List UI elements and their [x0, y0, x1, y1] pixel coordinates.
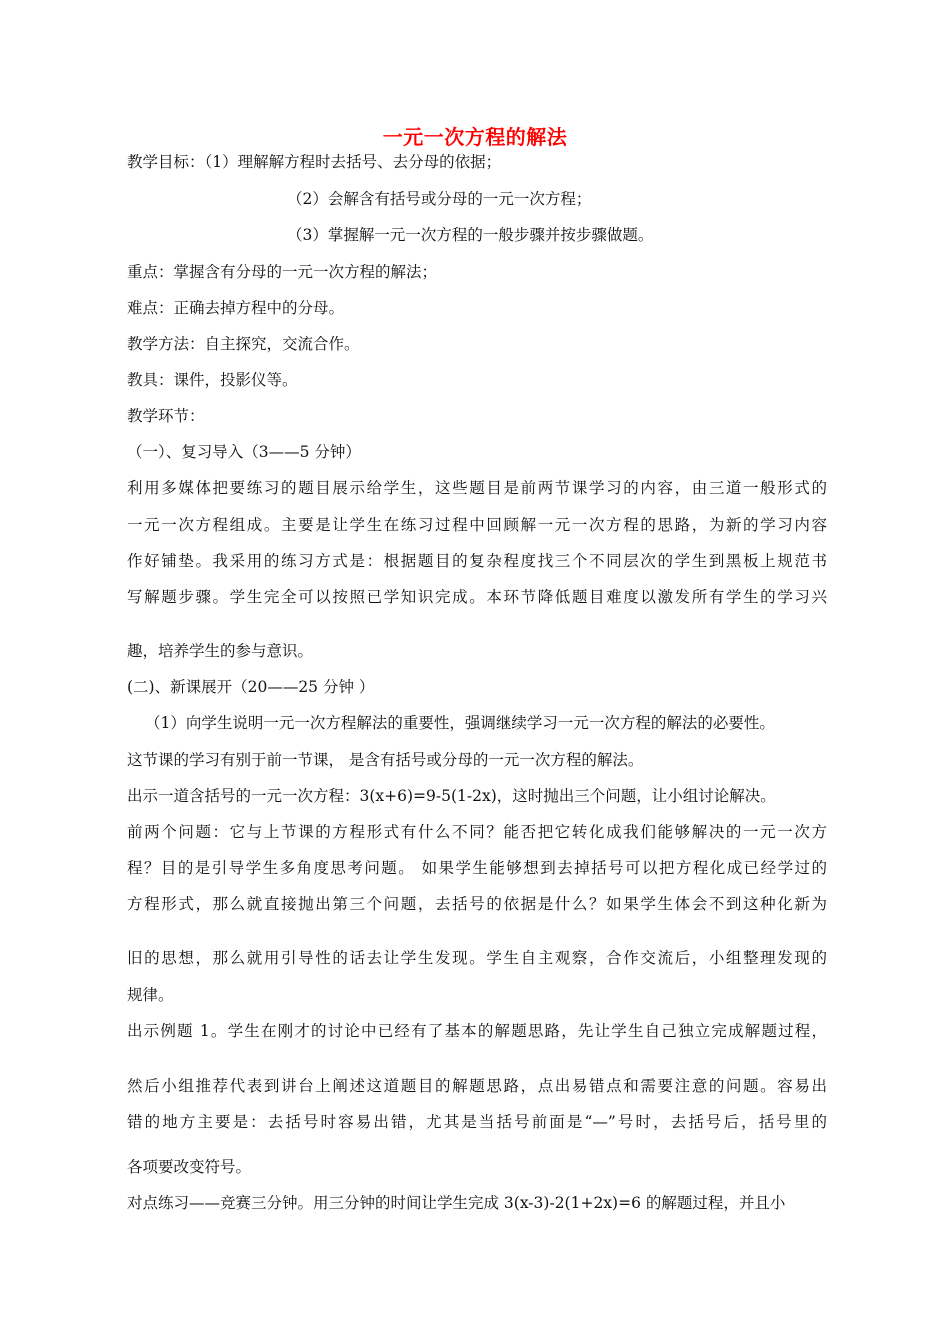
section1-line-2: 一元一次方程组成。主要是让学生在练习过程中回顾解一元一次方程的思路，为新的学习内容 [127, 516, 827, 534]
example1-line-4: 各项要改变符号。 [127, 1158, 252, 1176]
key-point: 重点：掌握含有分母的一元一次方程的解法； [127, 263, 438, 281]
section1-heading: （一）、复习导入（3——5 分钟） [127, 443, 361, 461]
teaching-method: 教学方法：自主探究，交流合作。 [127, 335, 360, 353]
section1-line-4: 写解题步骤。学生完全可以按照已学知识完成。本环节降低题目难度以激发所有学生的学习兴 [127, 588, 827, 606]
difficulty: 难点：正确去掉方程中的分母。 [127, 299, 345, 317]
section1-line-3: 作好铺垫。我采用的练习方式是：根据题目的复杂程度找三个不同层次的学生到黑板上规范书 [127, 552, 827, 570]
practice-line: 对点练习——竞赛三分钟。用三分钟的时间让学生完成 3(x-3)-2(1+2x)=6 的解题过程，并且小 [127, 1194, 786, 1212]
section2-heading: (二)、新课展开（20——25 分钟 ） [127, 678, 375, 696]
section2-line-2: 程？目的是引导学生多角度思考问题。 如果学生能够想到去掉括号可以把方程化成已经学过的 [127, 859, 827, 877]
teaching-tools: 教具：课件，投影仪等。 [127, 371, 298, 389]
objective-line-1: 教学目标：（1）理解解方程时去括号、去分母的依据； [127, 153, 502, 171]
example1-line-1: 出示例题 1。学生在刚才的讨论中已经有了基本的解题思路，先让学生自己独立完成解题过程， [127, 1022, 827, 1040]
section2-line-5: 规律。 [127, 986, 174, 1004]
example1-line-3: 错的地方主要是：去括号时容易出错，尤其是当括号前面是“—”号时，去括号后，括号里的 [127, 1113, 827, 1131]
objective-line-3: （3）掌握解一元一次方程的一般步骤并按步骤做题。 [287, 226, 654, 244]
section2-line-3: 方程形式，那么就直接抛出第三个问题，去括号的依据是什么？如果学生体会不到这种化新为 [127, 895, 827, 913]
example1-line-2: 然后小组推荐代表到讲台上阐述这道题目的解题思路，点出易错点和需要注意的问题。容易出 [127, 1077, 827, 1095]
section2-line-4: 旧的思想，那么就用引导性的话去让学生发现。学生自主观察，合作交流后，小组整理发现的 [127, 949, 827, 967]
section2-line-1: 前两个问题：它与上节课的方程形式有什么不同？能否把它转化成我们能够解决的一元一次方 [127, 823, 827, 841]
section2-intro: （1）向学生说明一元一次方程解法的重要性，强调继续学习一元一次方程的解法的必要性。 [145, 714, 775, 732]
section1-line-5: 趣，培养学生的参与意识。 [127, 642, 314, 660]
stages-label: 教学环节： [127, 407, 205, 425]
section2-example: 出示一道含括号的一元一次方程：3(x+6)=9-5(1-2x)，这时抛出三个问题，让小组讨论解决。 [127, 787, 776, 805]
section2-note: 这节课的学习有别于前一节课， 是含有括号或分母的一元一次方程的解法。 [127, 751, 644, 769]
objective-line-2: （2）会解含有括号或分母的一元一次方程； [287, 190, 592, 208]
section1-line-1: 利用多媒体把要练习的题目展示给学生，这些题目是前两节课学习的内容，由三道一般形式的 [127, 479, 827, 497]
document-title: 一元一次方程的解法 [382, 125, 568, 149]
